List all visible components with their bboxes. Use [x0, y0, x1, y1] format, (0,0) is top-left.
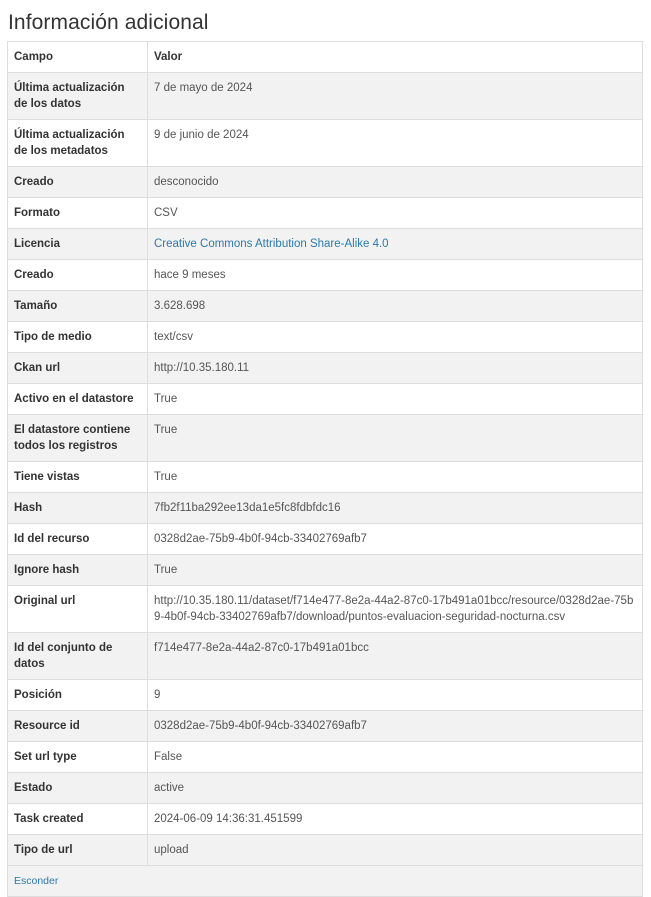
table-row	[8, 493, 643, 524]
table-row	[8, 555, 643, 586]
table-row	[8, 260, 643, 291]
table-row	[8, 73, 643, 120]
row-value: 3.628.698	[148, 291, 643, 322]
toggle-row	[8, 866, 643, 897]
row-label: Última actualización de los metadatos	[8, 120, 148, 167]
table-row	[8, 835, 643, 866]
row-value: hace 9 meses	[148, 260, 643, 291]
row-label: Set url type	[8, 742, 148, 773]
row-value: True	[148, 555, 643, 586]
row-value: text/csv	[148, 322, 643, 353]
table-row	[8, 462, 643, 493]
table-header-row	[8, 42, 643, 73]
row-label: Licencia	[8, 229, 148, 260]
row-value: 9	[148, 680, 643, 711]
row-value: desconocido	[148, 167, 643, 198]
table-row	[8, 291, 643, 322]
row-label: El datastore contiene todos los registros	[8, 415, 148, 462]
row-label: Estado	[8, 773, 148, 804]
row-label: Creado	[8, 260, 148, 291]
row-label: Posición	[8, 680, 148, 711]
table-row	[8, 586, 643, 633]
row-label: Tamaño	[8, 291, 148, 322]
table-row	[8, 167, 643, 198]
row-label: Tiene vistas	[8, 462, 148, 493]
page-title: Información adicional	[8, 11, 209, 34]
row-label: Id del conjunto de datos	[8, 633, 148, 680]
table-row	[8, 804, 643, 835]
table-row	[8, 415, 643, 462]
row-label: Tipo de url	[8, 835, 148, 866]
row-value: f714e477-8e2a-44a2-87c0-17b491a01bcc	[148, 633, 643, 680]
row-label: Ignore hash	[8, 555, 148, 586]
table-row	[8, 742, 643, 773]
row-label: Resource id	[8, 711, 148, 742]
row-label: Ckan url	[8, 353, 148, 384]
row-value: 0328d2ae-75b9-4b0f-94cb-33402769afb7	[148, 524, 643, 555]
hide-toggle-link[interactable]: Esconder	[14, 875, 59, 887]
column-header-field: Campo	[8, 42, 148, 73]
table-row	[8, 229, 643, 260]
column-header-value: Valor	[148, 42, 643, 73]
additional-info-table	[7, 41, 643, 897]
row-value: 7 de mayo de 2024	[148, 73, 643, 120]
row-value: 2024-06-09 14:36:31.451599	[148, 804, 643, 835]
row-value: active	[148, 773, 643, 804]
table-row	[8, 633, 643, 680]
table-row	[8, 353, 643, 384]
row-label: Id del recurso	[8, 524, 148, 555]
row-label: Creado	[8, 167, 148, 198]
table-row	[8, 773, 643, 804]
row-value: 7fb2f11ba292ee13da1e5fc8fdbfdc16	[148, 493, 643, 524]
row-label: Hash	[8, 493, 148, 524]
row-value: True	[148, 384, 643, 415]
row-value: True	[148, 415, 643, 462]
row-value: CSV	[148, 198, 643, 229]
row-value: True	[148, 462, 643, 493]
row-label: Original url	[8, 586, 148, 633]
table-row	[8, 524, 643, 555]
table-row	[8, 711, 643, 742]
row-label: Task created	[8, 804, 148, 835]
row-value: http://10.35.180.11	[148, 353, 643, 384]
row-value: 0328d2ae-75b9-4b0f-94cb-33402769afb7	[148, 711, 643, 742]
table-row	[8, 680, 643, 711]
row-value	[148, 229, 643, 260]
row-value: False	[148, 742, 643, 773]
table-row	[8, 322, 643, 353]
table-row	[8, 198, 643, 229]
table-row	[8, 384, 643, 415]
license-link[interactable]: Creative Commons Attribution Share-Alike 4.0	[154, 238, 389, 250]
row-label: Última actualización de los datos	[8, 73, 148, 120]
row-label: Activo en el datastore	[8, 384, 148, 415]
row-label: Tipo de medio	[8, 322, 148, 353]
toggle-cell	[8, 866, 643, 897]
row-value: 9 de junio de 2024	[148, 120, 643, 167]
row-value: upload	[148, 835, 643, 866]
table-row	[8, 120, 643, 167]
row-label: Formato	[8, 198, 148, 229]
row-value: http://10.35.180.11/dataset/f714e477-8e2a-44a2-87c0-17b491a01bcc/resource/0328d2ae-75b9-4b0f-94cb-33402769afb7/download/puntos-evaluacion-seguridad-nocturna.csv	[148, 586, 643, 633]
